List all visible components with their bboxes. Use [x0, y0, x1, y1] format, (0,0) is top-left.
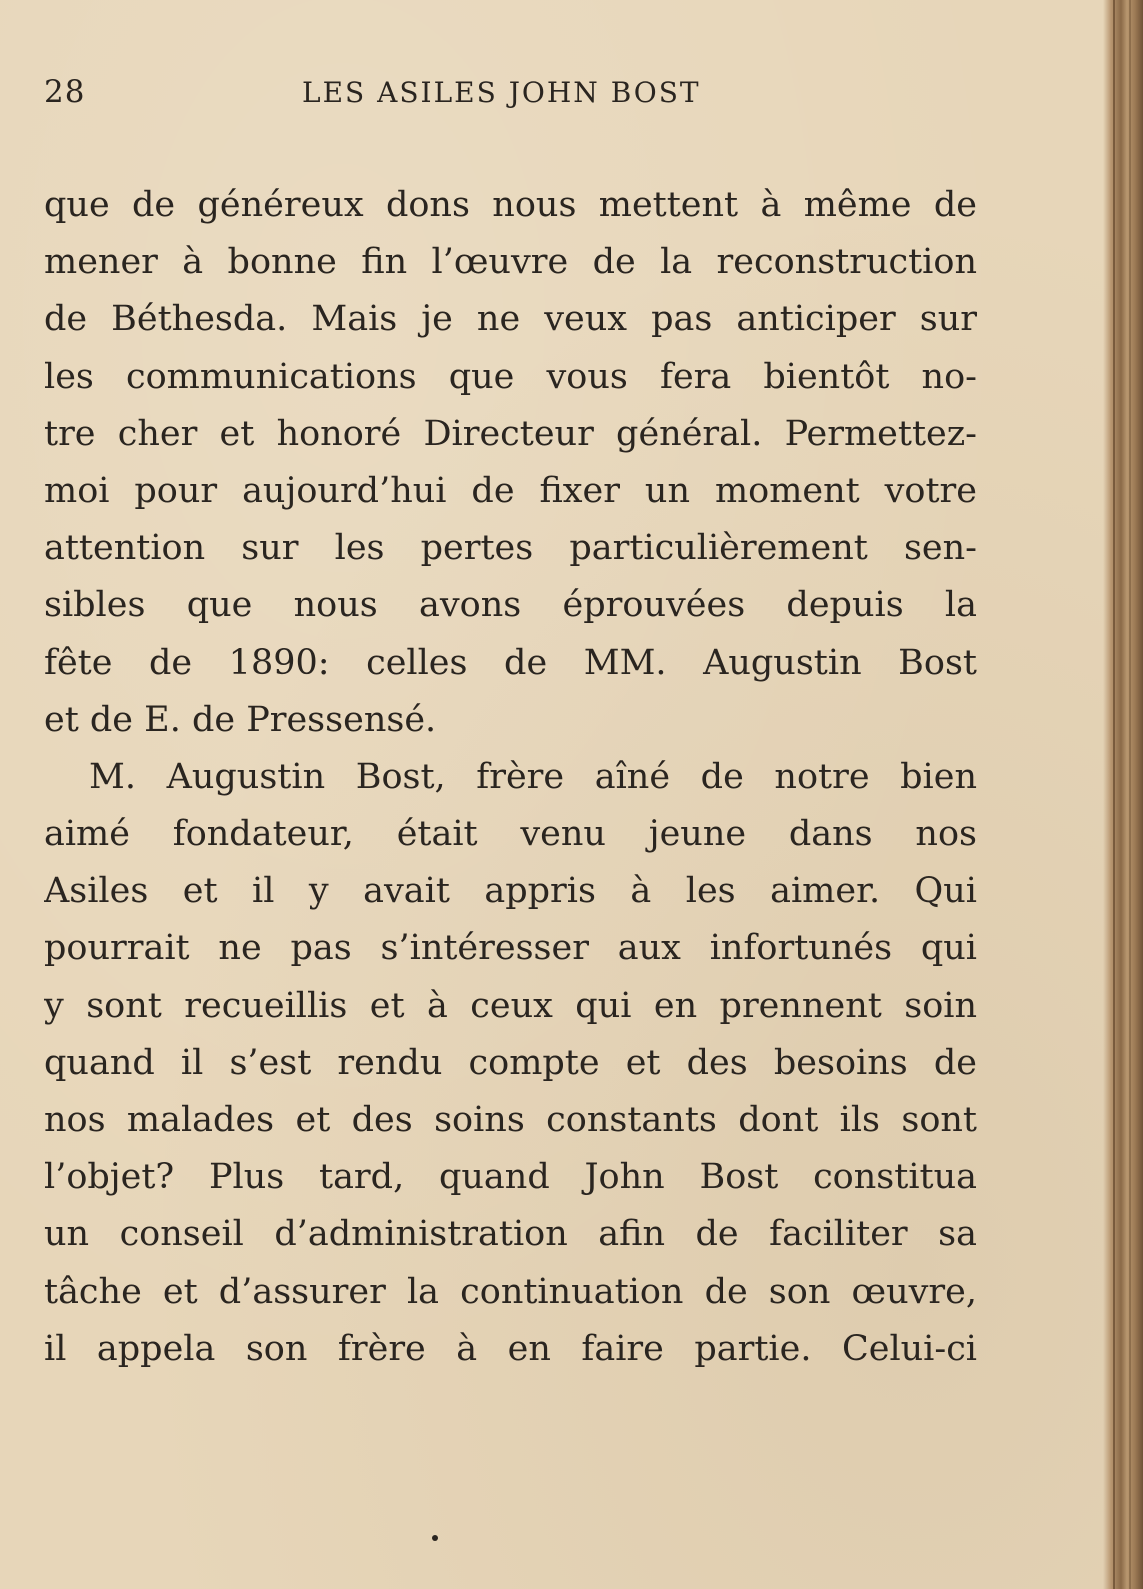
- text-line: les communications que vous fera bientôt no-: [44, 356, 977, 397]
- text-line: nos malades et des soins constants dont ils sont: [44, 1100, 977, 1140]
- page-edge-line: [1113, 0, 1115, 1589]
- text-line: de Béthesda. Mais je ne veux pas anticiper sur: [44, 299, 977, 340]
- ink-speck: [432, 1535, 438, 1541]
- page-edge-line: [1129, 0, 1131, 1589]
- text-line: M. Augustin Bost, frère aîné de notre bien: [89, 756, 977, 797]
- text-line: y sont recueillis et à ceux qui en prennent soin: [44, 985, 977, 1026]
- text-line: l’objet? Plus tard, quand John Bost constitua: [44, 1157, 977, 1198]
- text-line: mener à bonne fin l’œuvre de la reconstruction: [44, 242, 977, 283]
- text-line: fête de 1890: celles de MM. Augustin Bost: [44, 642, 977, 683]
- text-line: sibles que nous avons éprouvées depuis la: [44, 585, 977, 626]
- running-title: LES ASILES JOHN BOST: [302, 76, 701, 109]
- text-line: que de généreux dons nous mettent à même de: [44, 185, 977, 225]
- text-line: pourrait ne pas s’intéresser aux infortunés qui: [44, 928, 977, 969]
- running-head: [44, 74, 984, 118]
- text-line: un conseil d’administration afin de faciliter sa: [44, 1214, 977, 1255]
- text-line: et de E. de Pressensé.: [44, 699, 437, 740]
- page-number: 28: [44, 74, 86, 110]
- text-line: Asiles et il y avait appris à les aimer. Qui: [44, 871, 977, 912]
- text-line: quand il s’est rendu compte et des besoins de: [44, 1042, 977, 1083]
- text-line: moi pour aujourd’hui de fixer un moment votre: [44, 470, 977, 511]
- text-line: attention sur les pertes particulièrement sen-: [44, 528, 977, 569]
- text-line: tâche et d’assurer la continuation de son œuvre,: [44, 1271, 977, 1312]
- page-edge: [1103, 0, 1143, 1589]
- body-text: [44, 177, 977, 1378]
- text-line: aimé fondateur, était venu jeune dans nos: [44, 814, 977, 855]
- text-line: il appela son frère à en faire partie. Celui-ci: [44, 1328, 977, 1369]
- text-line: tre cher et honoré Directeur général. Permettez-: [44, 413, 977, 454]
